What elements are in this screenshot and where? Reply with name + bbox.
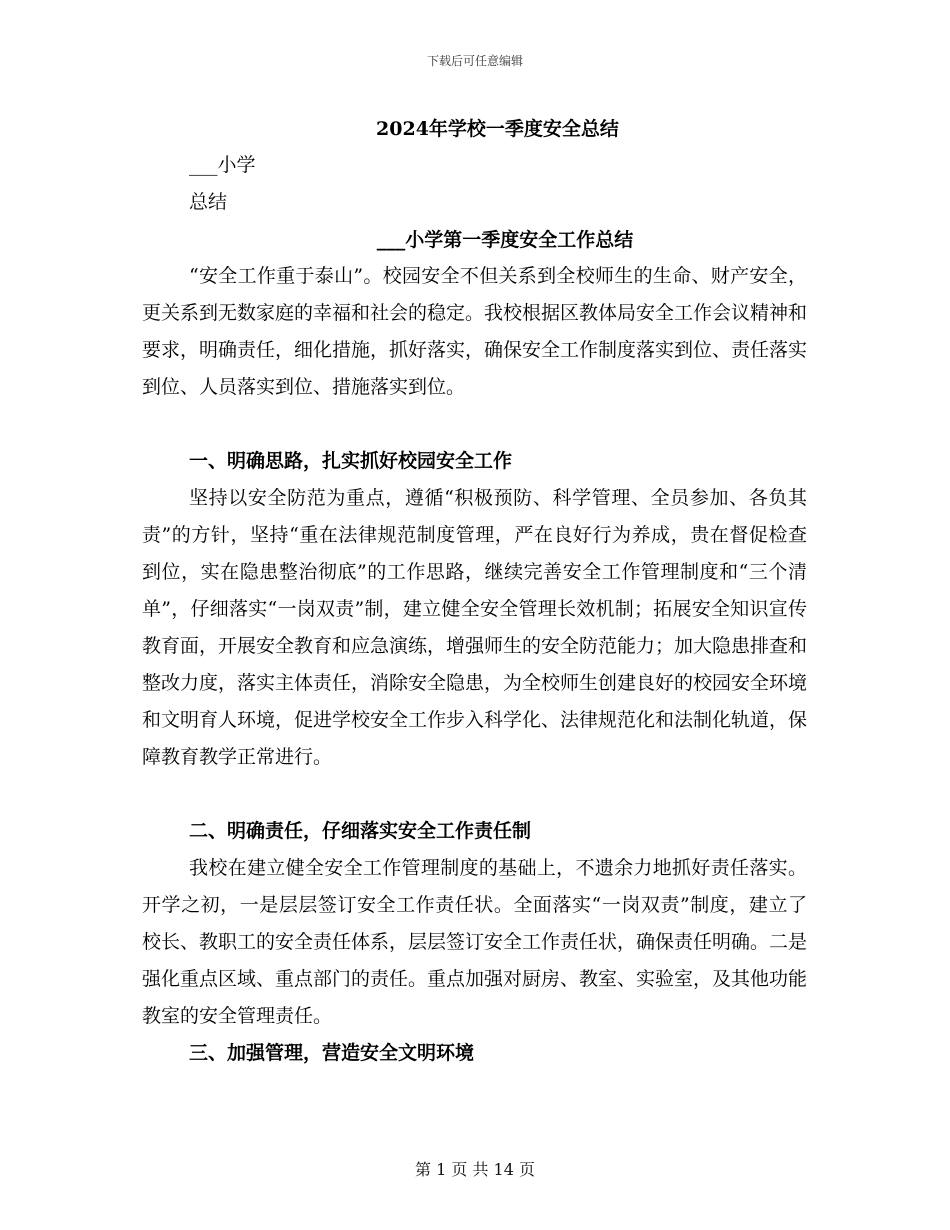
- section-heading-3: 三、加强管理，营造安全文明环境: [189, 1042, 475, 1064]
- intro-paragraph: “安全工作重于泰山”。校园安全不但关系到全校师生的生命、财产安全，更关系到无数家庭的幸福和社会的稳定。我校根据区教体局安全工作会议精神和要求，明确责任，细化措施，抓好落实，确保安全工作制度落实到位、责任落实到位、人员落实到位、措施落实到位。: [142, 265, 808, 398]
- document-subtitle: ___小学第一季度安全工作总结: [376, 229, 634, 251]
- summary-label-line: 总结: [189, 191, 228, 213]
- school-name-line: ___小学: [189, 154, 256, 176]
- section-heading-2: 二、明确责任，仔细落实安全工作责任制: [189, 820, 532, 842]
- page-number: 第 1 页 共 14 页: [415, 1160, 535, 1179]
- section-body-1: 坚持以安全防范为重点，遵循“积极预防、科学管理、全员参加、各负其责”的方针，坚持“重在法律规范制度管理，严在良好行为养成，贵在督促检查到位，实在隐患整治彻底”的工作思路，继续完善安全工作管理制度和“三个清单”，仔细落实“一岗双责”制，建立健全安全管理长效机制；拓展安全知识宣传教育面，开展安全教育和应急演练，增强师生的安全防范能力；加大隐患排查和整改力度，落实主体责任，消除安全隐患，为全校师生创建良好的校园安全环境和文明育人环境，促进学校安全工作步入科学化、法律规范化和法制化轨道，保障教育教学正常进行。: [142, 487, 808, 768]
- header-note: 下载后可任意编辑: [426, 54, 523, 68]
- document-title: 2024年学校一季度安全总结: [376, 118, 619, 140]
- section-body-2: 我校在建立健全安全工作管理制度的基础上，不遗余力地抓好责任落实。开学之初，一是层层签订安全工作责任状。全面落实“一岗双责”制度，建立了校长、教职工的安全责任体系，层层签订安全工作责任状，确保责任明确。二是强化重点区域、重点部门的责任。重点加强对厨房、教室、实验室，及其他功能教室的安全管理责任。: [142, 857, 808, 1027]
- section-heading-1: 一、明确思路，扎实抓好校园安全工作: [189, 450, 513, 472]
